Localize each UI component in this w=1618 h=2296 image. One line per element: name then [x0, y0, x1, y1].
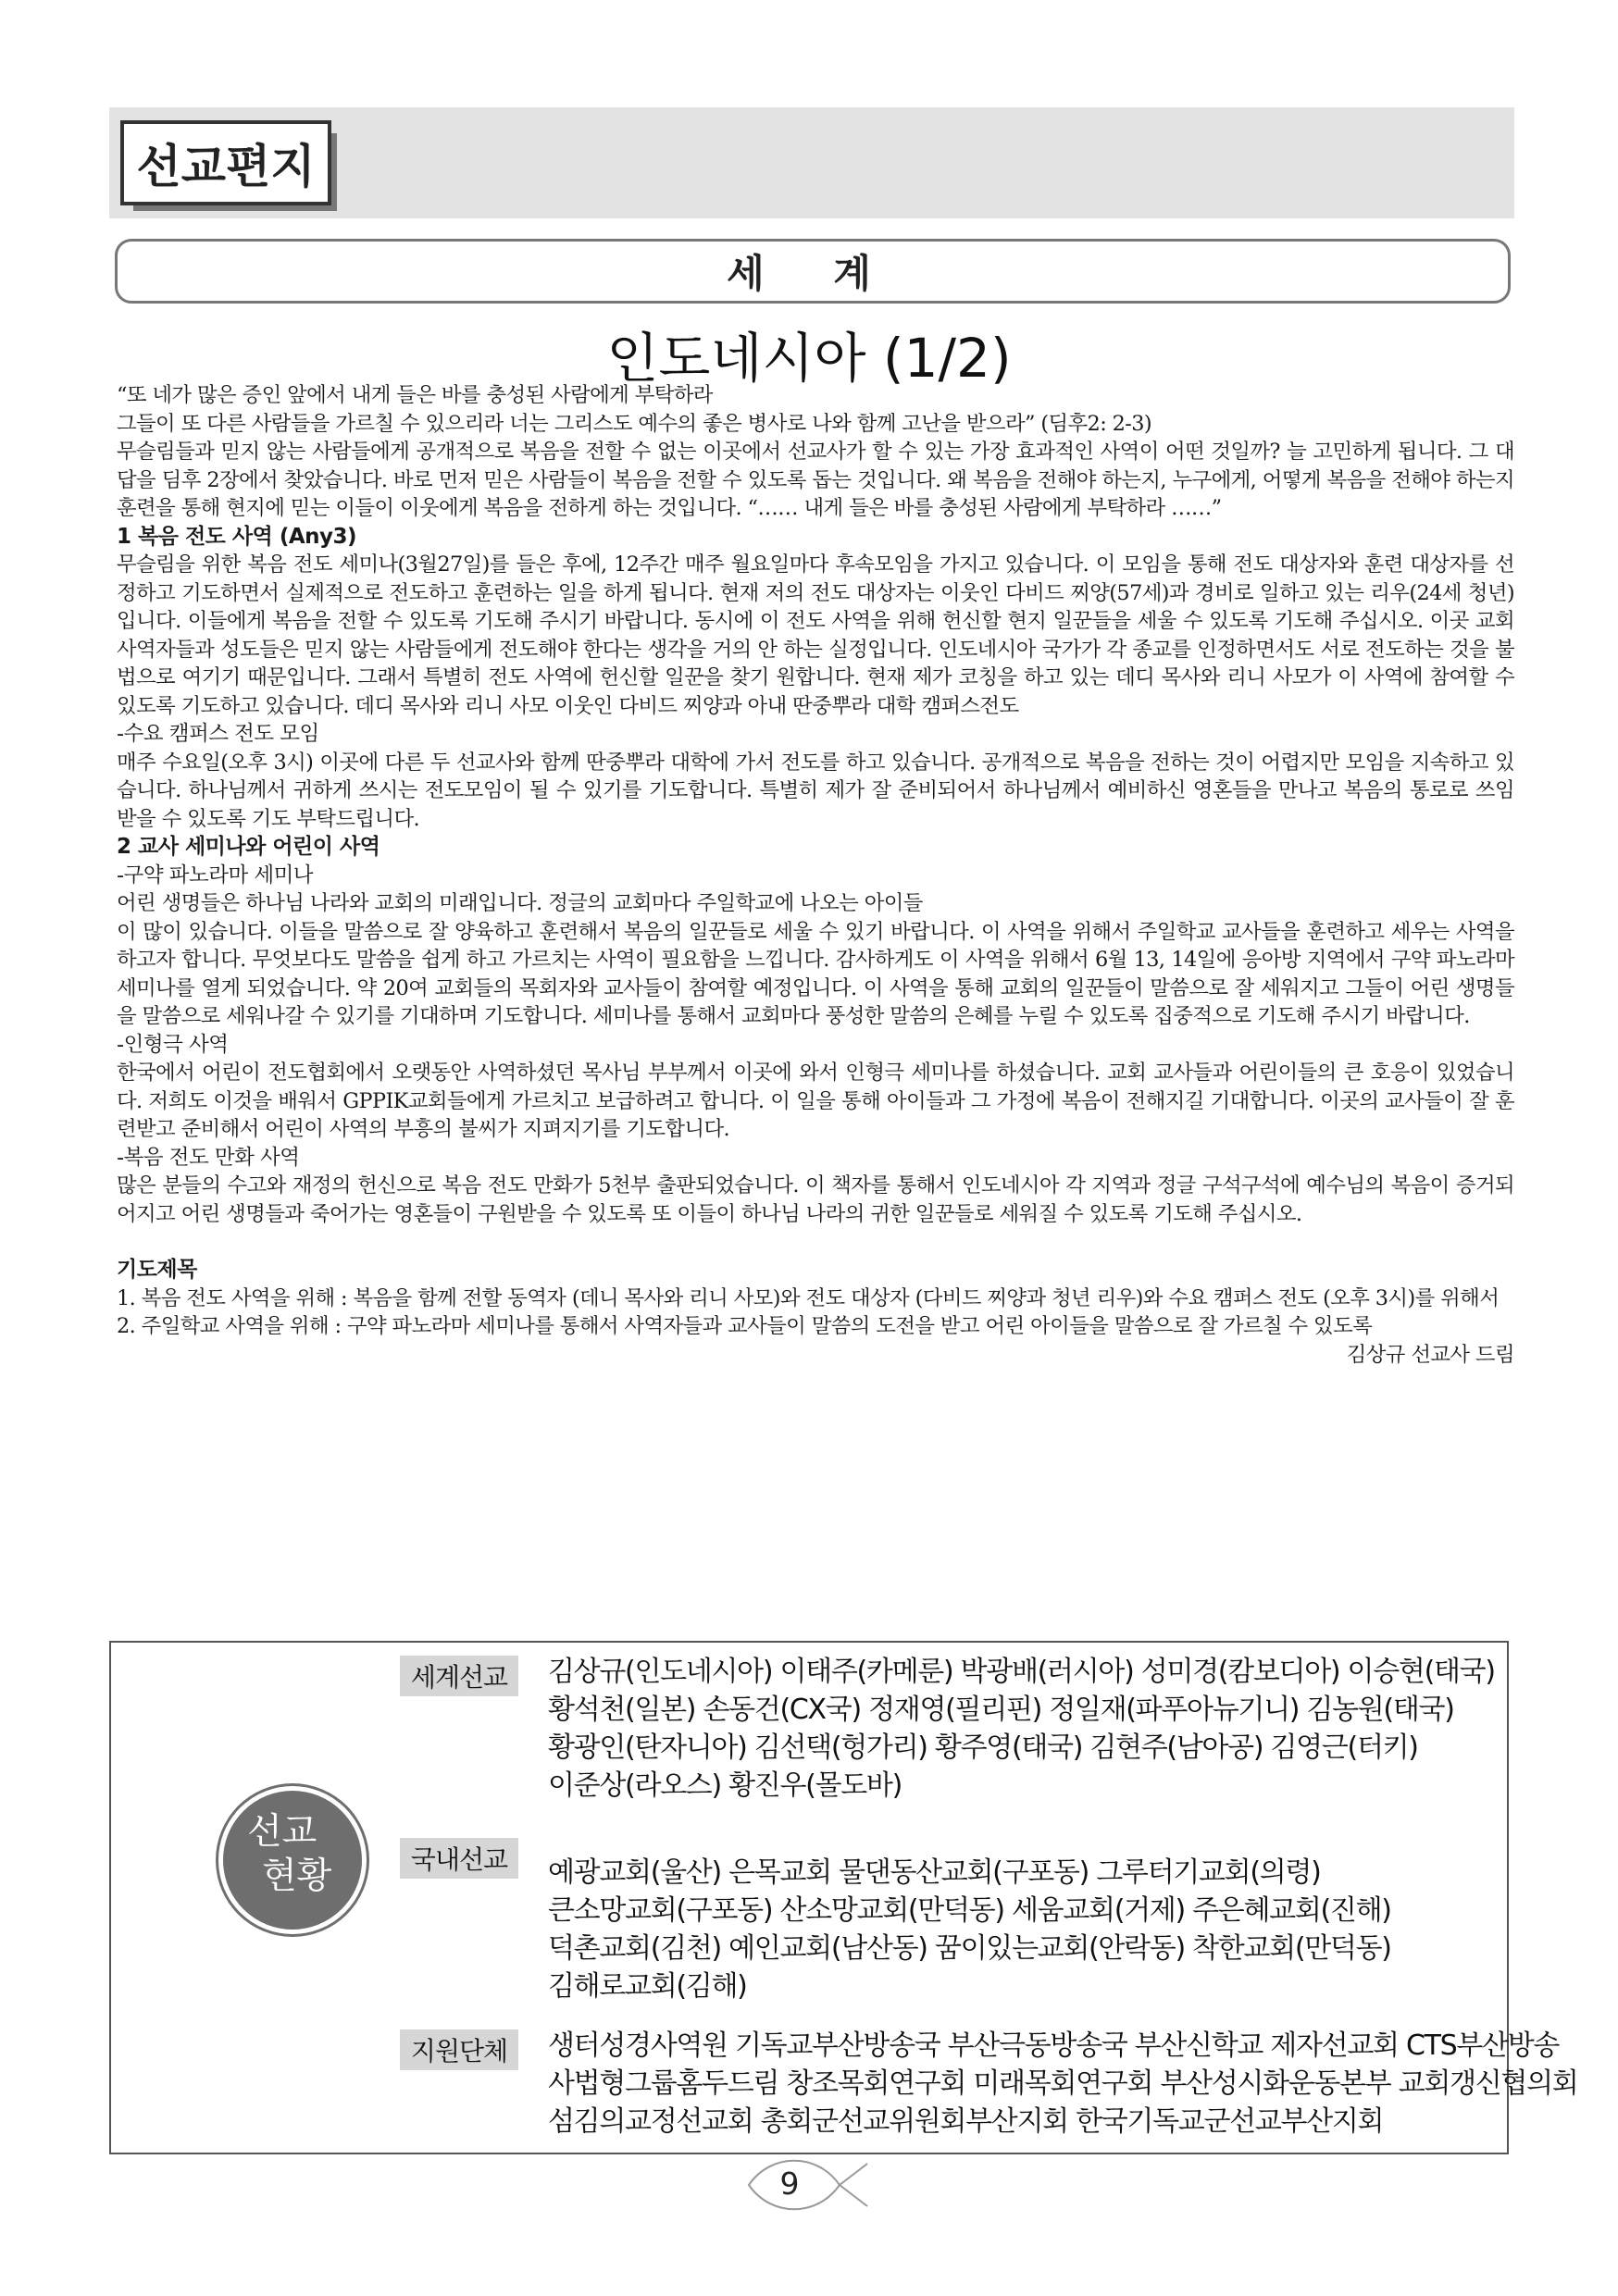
- evangelism-paragraph: 무슬림을 위한 복음 전도 세미나(3월27일)를 들은 후에, 12주간 매주 월요일마다 후속모임을 가지고 있습니다. 이 모임을 통해 전도 대상자와 훈련 대상자를 선정하고 기도하면서 실제적으로 전도하고 훈련하는 일을 하게 됩니다. 현재 저의 전도 대상자는 이웃인 다비드 찌양(57세)과 경비로 일하고 있는 리우(24세 청년)입니다. 이들에게 복음을 전할 수 있도록 기도해 주시기 바랍니다. 동시에 이 전도 사역을 위해 헌신할 현지 일꾼들을 세울 수 있도록 기도해 주십시오. 이곳 교회 사역자들과 성도들은 믿지 않는 사람들에게 전도해야 한다는 생각을 거의 안 하는 실정입니다. 인도네시아 국가가 각 종교를 인정하면서도 서로 전도하는 것을 불법으로 여기기 때문입니다. 그래서 특별히 전도 사역에 헌신할 일꾼을 찾기 원합니다. 현재 제가 코칭을 하고 있는 데디 목사와 리니 사모가 이 사역에 참여할 수 있도록 기도하고 있습니다. 데디 목사와 리니 사모 이웃인 다비드 찌양과 아내 딴중뿌라 대학 캠퍼스전도: [117, 552, 1514, 718]
- domestic-mission-line: 예광교회(울산) 은목교회 물댄동산교회(구포동) 그루터기교회(의령): [548, 1856, 1321, 1889]
- world-mission-list: [548, 1653, 1501, 1805]
- domestic-mission-line: 김해로교회(김해): [548, 1970, 747, 2003]
- signature: 김상규 선교사 드림: [1346, 1342, 1514, 1367]
- world-mission-line: 김상규(인도네시아) 이태주(카메룬) 박광배(러시아) 성미경(캄보디아) 이승현(태국): [548, 1656, 1495, 1688]
- domestic-mission-line: 덕촌교회(김천) 예인교회(남산동) 꿈이있는교회(안락동) 착한교회(만덕동): [548, 1932, 1391, 1965]
- panorama-paragraph-line1: 어린 생명들은 하나님 나라와 교회의 미래입니다. 정글의 교회마다 주일학교에 나오는 아이들: [117, 891, 923, 915]
- section-heading-teachers: 2 교사 세미나와 어린이 사역: [117, 835, 380, 859]
- region-title: 세 계: [115, 239, 1511, 304]
- domestic-mission-list: [548, 1854, 1501, 2005]
- support-group-line: 사법형그룹홈두드림 창조목회연구회 미래목회연구회 부산성시화운동본부 교회갱신협의회: [548, 2067, 1578, 2100]
- mission-status-badge: [218, 1786, 367, 1934]
- prayer-item-2: 2. 주일학교 사역을 위해 : 구약 파노라마 세미나를 통해서 사역자들과 교사들이 말씀의 도전을 받고 어린 아이들을 말씀으로 잘 가르칠 수 있도록: [117, 1314, 1373, 1338]
- section-heading-evangelism: 1 복음 전도 사역 (Any3): [117, 524, 357, 549]
- intro-paragraph: 무슬림들과 믿지 않는 사람들에게 공개적으로 복음을 전할 수 없는 이곳에서 선교사가 할 수 있는 가장 효과적인 사역이 어떤 것일까? 늘 고민하게 됩니다. 그 대답을 딤후 2장에서 찾았습니다. 바로 먼저 믿은 사람들이 복음을 전할 수 있도록 돕는 것입니다. 왜 복음을 전해야 하는지, 누구에게, 어떻게 복음을 전해야 하는지 훈련을 통해 현지에 믿는 이들이 이웃에게 복음을 전하게 하는 것입니다. “…… 내게 들은 바를 충성된 사람에게 부탁하라 ……”: [117, 440, 1514, 520]
- scripture-quote-line2: 그들이 또 다른 사람들을 가르칠 수 있으리라 너는 그리스도 예수의 좋은 병사로 나와 함께 고난을 받으라” (딤후2: 2-3): [117, 411, 1152, 436]
- label-domestic-mission: 국내선교: [400, 1838, 518, 1879]
- support-group-line: 생터성경사역원 기독교부산방송국 부산극동방송국 부산신학교 제자선교회 CTS부산방송: [548, 2029, 1560, 2062]
- world-mission-line: 이준상(라오스) 황진우(몰도바): [548, 1769, 902, 1802]
- world-mission-line: 황광인(탄자니아) 김선택(헝가리) 황주영(태국) 김현주(남아공) 김영근(터키): [548, 1731, 1418, 1764]
- label-world-mission: 세계선교: [400, 1656, 518, 1696]
- section-tag: 선교편지: [120, 120, 331, 205]
- subheading-puppet: -인형극 사역: [117, 1032, 229, 1057]
- comic-paragraph: 많은 분들의 수고와 재정의 헌신으로 복음 전도 만화가 5천부 출판되었습니다. 이 책자를 통해서 인도네시아 각 지역과 정글 구석구석에 예수님의 복음이 증거되어지고 어린 생명들과 죽어가는 영혼들이 구원받을 수 있도록 또 이들이 하나님 나라의 귀한 일꾼들로 세워질 수 있도록 기도해 주십시오.: [117, 1173, 1514, 1226]
- support-groups-list: [548, 2027, 1578, 2141]
- country-title: 인도네시아 (1/2): [606, 327, 1012, 390]
- badge-text-line1: 선교: [247, 1811, 317, 1853]
- panorama-paragraph: 이 많이 있습니다. 이들을 말씀으로 잘 양육하고 훈련해서 복음의 일꾼들로 세울 수 있기 바랍니다. 이 사역을 위해서 주일학교 교사들을 훈련하고 세우는 사역을 하고자 합니다. 무엇보다도 말씀을 쉽게 하고 가르치는 사역이 필요함을 느낍니다. 감사하게도 이 사역을 위해서 6월 13, 14일에 응아방 지역에서 구약 파노라마 세미나를 열게 되었습니다. 약 20여 교회들의 목회자와 교사들이 참여할 예정입니다. 이 사역을 통해 교회의 일꾼들이 말씀으로 잘 세워지고 그들이 어린 생명들을 말씀으로 세워나갈 수 있기를 기대하며 기도합니다. 세미나를 통해서 교회마다 풍성한 말씀의 은혜를 누릴 수 있도록 집중적으로 기도해 주시기 바랍니다.: [117, 919, 1514, 1028]
- subheading-panorama: -구약 파노라마 세미나: [117, 863, 314, 887]
- page-number-text: 9: [779, 2166, 800, 2202]
- subheading-comic: -복음 전도 만화 사역: [117, 1145, 300, 1170]
- support-group-line: 섬김의교정선교회 총회군선교위원회부산지회 한국기독교군선교부산지회: [548, 2105, 1384, 2138]
- prayer-item-1: 1. 복음 전도 사역을 위해 : 복음을 함께 전할 동역자 (데니 목사와 리니 사모)와 전도 대상자 (다비드 찌양과 청년 리우)와 수요 캠퍼스 전도 (오후 3시)를 위해서: [117, 1285, 1500, 1310]
- scripture-quote-line1: “또 네가 많은 증인 앞에서 내게 들은 바를 충성된 사람에게 부탁하라: [117, 383, 713, 407]
- world-mission-line: 황석천(일본) 손동건(CX국) 정재영(필리핀) 정일재(파푸아뉴기니) 김농원(태국): [548, 1694, 1454, 1726]
- letter-body: [117, 381, 1514, 1369]
- page-number: [743, 2156, 875, 2214]
- badge-text-line2: 현황: [262, 1855, 332, 1897]
- label-support-groups: 지원단체: [400, 2029, 518, 2070]
- domestic-mission-line: 큰소망교회(구포동) 산소망교회(만덕동) 세움교회(거제) 주은혜교회(진해): [548, 1894, 1391, 1927]
- campus-paragraph: 매주 수요일(오후 3시) 이곳에 다른 두 선교사와 함께 딴중뿌라 대학에 가서 전도를 하고 있습니다. 공개적으로 복음을 전하는 것이 어렵지만 모임을 지속하고 있습니다. 하나님께서 귀하게 쓰시는 전도모임이 될 수 있기를 기도합니다. 특별히 제가 잘 준비되어서 하나님께서 예비하신 영혼들을 만나고 복음의 통로로 쓰임 받을 수 있도록 기도 부탁드립니다.: [117, 750, 1514, 831]
- puppet-paragraph: 한국에서 어린이 전도협회에서 오랫동안 사역하셨던 목사님 부부께서 이곳에 와서 인형극 세미나를 하셨습니다. 교회 교사들과 어린이들의 큰 호응이 있었습니다. 저희도 이것을 배워서 GPPIK교회들에게 가르치고 보급하려고 합니다. 이 일을 통해 아이들과 그 가정에 복음이 전해지길 기대합니다. 이곳의 교사들이 잘 훈련받고 준비해서 어린이 사역의 부흥의 불씨가 지펴지기를 기도합니다.: [117, 1061, 1514, 1141]
- prayer-heading: 기도제목: [117, 1258, 197, 1282]
- subheading-campus: -수요 캠퍼스 전도 모임: [117, 722, 319, 746]
